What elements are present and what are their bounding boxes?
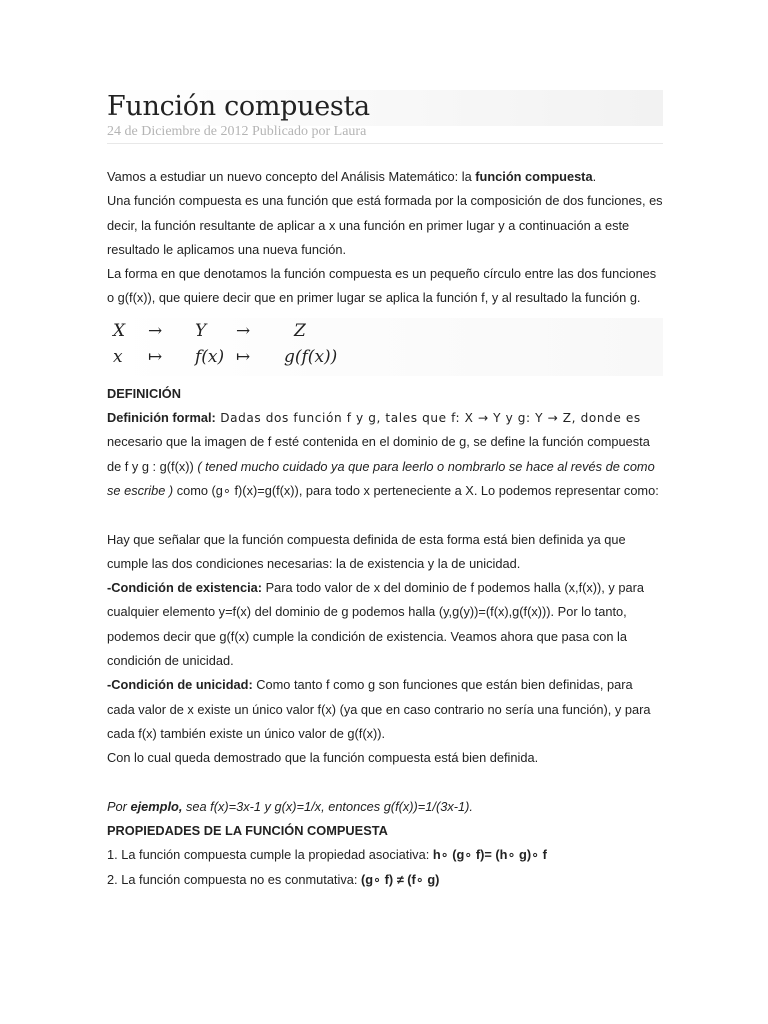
example-text: sea f(x)=3x-1 y g(x)=1/x, entonces g(f(x))=1/(3x-1).: [182, 798, 473, 814]
property-non-commutative: [107, 868, 663, 892]
existence-condition: [107, 576, 663, 673]
definition-text-end: como (g∘ f)(x)=g(f(x)), para todo x perteneciente a X. Lo podemos representar como:: [173, 482, 659, 498]
uniqueness-label: -Condición de unicidad:: [107, 677, 253, 693]
intro-line: [107, 165, 663, 189]
page-title: Función compuesta: [107, 91, 370, 122]
set-x: X: [113, 320, 126, 341]
example-label: ejemplo,: [130, 798, 183, 814]
uniqueness-text: Como tanto f como g son funciones que están bien definidas, para cada valor de x existe un único valor f(x) (ya que en caso contrario no sería una función), y para cada f(x) también existe un único valor de g(f(x)).: [107, 677, 651, 741]
definition-paragraph: [107, 406, 663, 503]
byline: 24 de Diciembre de 2012 Publicado por Laura: [107, 123, 663, 144]
spacer: [107, 771, 663, 795]
intro-bold-term: función compuesta: [475, 169, 593, 184]
uniqueness-condition: [107, 673, 663, 746]
set-y: Y: [195, 320, 207, 341]
definition-note: ( tened mucho cuidado ya que para leerlo o nombrarlo se hace al revés de como se escribe ): [107, 458, 655, 498]
existence-label: -Condición de existencia:: [107, 580, 263, 596]
properties-heading: PROPIEDADES DE LA FUNCIÓN COMPUESTA: [107, 823, 388, 839]
element-x: x: [113, 346, 123, 367]
element-fx: f(x): [195, 346, 225, 367]
intro-paragraph-3: La forma en que denotamos la función compuesta es un pequeño círculo entre las dos funciones o g(f(x)), que quiere decir que en primer lugar se aplica la función f, y al resultado la función g.: [107, 266, 657, 306]
math-row-sets: [113, 318, 663, 344]
property-formula: (g∘ f) ≠ (f∘ g): [360, 871, 440, 887]
math-row-elements: [113, 344, 663, 370]
property-associative: [107, 843, 663, 867]
arrow-icon: →: [236, 320, 251, 341]
spacer: [107, 503, 663, 527]
intro-paragraph-2: Una función compuesta es una función que está formada por la composición de dos funciones, es decir, la función resultante de aplicar a x una función en primer lugar y a continuación a este resultado le aplicamos una nueva función.: [107, 193, 663, 257]
intro-text: Vamos a estudiar un nuevo concepto del Análisis Matemático: la: [107, 169, 476, 184]
maps-to-icon: ↦: [236, 346, 251, 367]
article-body: [107, 165, 663, 892]
property-formula: h∘ (g∘ f)= (h∘ g)∘ f: [432, 847, 547, 863]
arrow-icon: →: [148, 320, 163, 341]
property-text: 2. La función compuesta no es conmutativa:: [107, 871, 361, 887]
definition-heading: DEFINICIÓN: [107, 385, 181, 401]
element-gfx: g(f(x)): [284, 346, 338, 367]
conclusion: Con lo cual queda demostrado que la función compuesta está bien definida.: [107, 750, 539, 766]
set-z: Z: [294, 320, 306, 341]
existence-text: Para todo valor de x del dominio de f podemos halla (x,f(x)), y para cualquier elemento y=f(x) del dominio de g podemos halla (y,g(y))=(f(x),g(f(x))). Por lo tanto, podemos decir que g(f(x) cumple la condición de existencia. Veamos ahora que pasa con la condición de unicidad.: [107, 580, 644, 669]
definition-label: Definición formal:: [107, 410, 216, 426]
composition-diagram: [113, 318, 663, 376]
definition-text: necesario que la imagen de f esté contenida en el dominio de g, se define la función compuesta de f y g : g(f(x)): [107, 434, 650, 474]
well-defined-paragraph: Hay que señalar que la función compuesta definida de esta forma está bien definida ya que cumple las dos condiciones necesarias: la de existencia y la de unicidad.: [107, 531, 626, 571]
article: [107, 88, 663, 892]
maps-to-icon: ↦: [148, 346, 163, 367]
property-text: 1. La función compuesta cumple la propiedad asociativa:: [107, 847, 433, 863]
intro-end: .: [592, 169, 597, 184]
example-prefix: Por: [107, 798, 131, 814]
definition-formula: Dadas dos función f y g, tales que f: X → Y y g: Y → Z, donde es: [215, 411, 641, 426]
example: [107, 795, 663, 819]
